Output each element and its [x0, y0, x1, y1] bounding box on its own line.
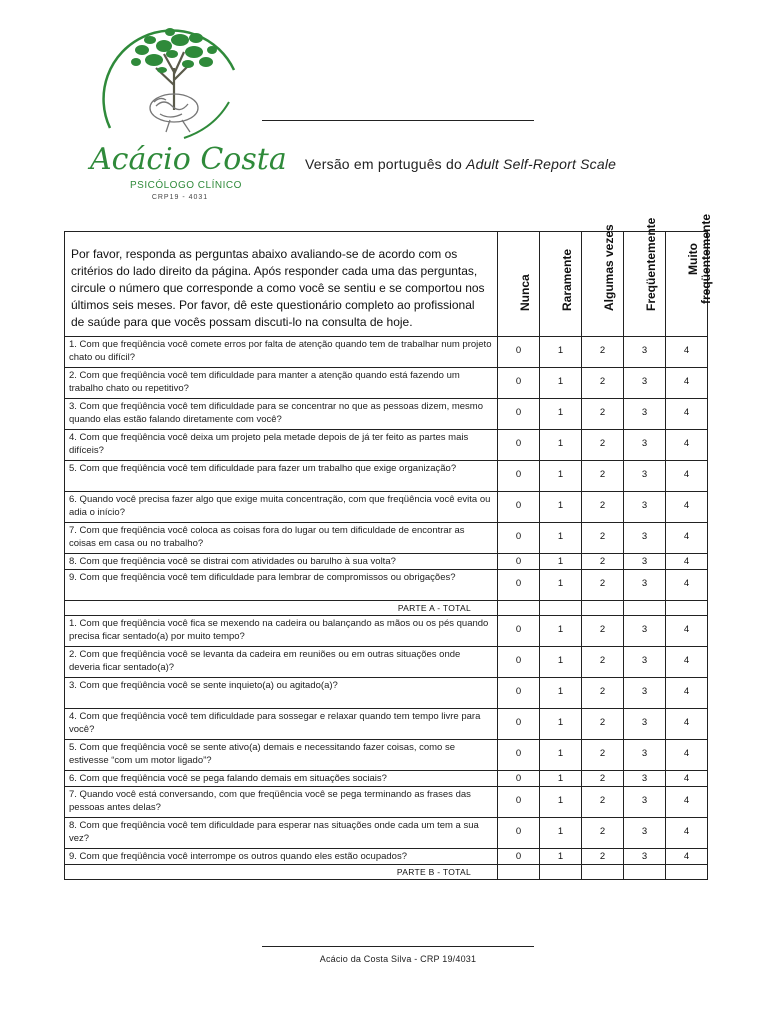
score-option[interactable]: 2 — [582, 787, 624, 818]
score-option[interactable]: 4 — [666, 818, 708, 849]
score-option[interactable]: 3 — [624, 368, 666, 399]
question-text: 3. Com que freqüência você se sente inquieto(a) ou agitado(a)? — [65, 678, 498, 709]
score-option[interactable]: 1 — [540, 616, 582, 647]
score-option[interactable]: 4 — [666, 709, 708, 740]
column-label-line: freqüentemente — [698, 213, 713, 304]
question-row — [65, 492, 708, 523]
score-option[interactable]: 3 — [624, 616, 666, 647]
total-cell[interactable] — [666, 865, 708, 880]
question-row — [65, 430, 708, 461]
question-text: 8. Com que freqüência você tem dificuldade para esperar nas situações onde cada um tem a sua vez? — [65, 818, 498, 849]
score-option[interactable]: 0 — [498, 399, 540, 430]
score-option[interactable]: 2 — [582, 740, 624, 771]
question-row — [65, 523, 708, 554]
score-option[interactable]: 3 — [624, 337, 666, 368]
top-divider — [262, 120, 534, 121]
score-option[interactable]: 3 — [624, 554, 666, 570]
score-option[interactable]: 2 — [582, 818, 624, 849]
score-option[interactable]: 3 — [624, 818, 666, 849]
score-option[interactable]: 2 — [582, 678, 624, 709]
score-option[interactable]: 0 — [498, 430, 540, 461]
total-row — [65, 601, 708, 616]
question-text: 4. Com que freqüência você tem dificuldade para sossegar e relaxar quando tem tempo livre para você? — [65, 709, 498, 740]
score-option[interactable]: 0 — [498, 461, 540, 492]
question-text: 4. Com que freqüência você deixa um projeto pela metade depois de já ter feito as partes mais difíceis? — [65, 430, 498, 461]
total-cell[interactable] — [624, 865, 666, 880]
total-label: PARTE A - TOTAL — [65, 601, 498, 616]
score-option[interactable]: 4 — [666, 461, 708, 492]
score-option[interactable]: 4 — [666, 616, 708, 647]
total-row — [65, 865, 708, 880]
score-option[interactable]: 0 — [498, 616, 540, 647]
score-option[interactable]: 0 — [498, 771, 540, 787]
score-option[interactable]: 1 — [540, 678, 582, 709]
score-option[interactable]: 1 — [540, 570, 582, 601]
score-option[interactable]: 4 — [666, 492, 708, 523]
column-label: Freqüentemente — [643, 217, 658, 311]
score-option[interactable]: 2 — [582, 461, 624, 492]
score-option[interactable]: 0 — [498, 849, 540, 865]
questionnaire-table — [64, 213, 713, 880]
score-option[interactable]: 0 — [498, 337, 540, 368]
score-option[interactable]: 4 — [666, 337, 708, 368]
score-option[interactable]: 4 — [666, 399, 708, 430]
score-option[interactable]: 2 — [582, 570, 624, 601]
score-option[interactable]: 4 — [666, 554, 708, 570]
column-header-often — [624, 217, 666, 337]
question-row — [65, 399, 708, 430]
total-cell[interactable] — [624, 601, 666, 616]
page-subtitle — [305, 156, 616, 172]
column-header-never — [498, 232, 540, 337]
score-option[interactable]: 3 — [624, 709, 666, 740]
score-option[interactable]: 0 — [498, 554, 540, 570]
score-option[interactable]: 1 — [540, 523, 582, 554]
tree-brain-logo-icon — [84, 10, 256, 150]
score-option[interactable]: 2 — [582, 523, 624, 554]
question-text: 9. Com que freqüência você tem dificuldade para lembrar de compromissos ou obrigações? — [65, 570, 498, 601]
question-row — [65, 554, 708, 570]
score-option[interactable]: 1 — [540, 368, 582, 399]
question-row — [65, 818, 708, 849]
score-option[interactable]: 1 — [540, 771, 582, 787]
score-option[interactable]: 3 — [624, 849, 666, 865]
score-option[interactable]: 4 — [666, 647, 708, 678]
score-option[interactable]: 1 — [540, 787, 582, 818]
question-text: 1. Com que freqüência você fica se mexendo na cadeira ou balançando as mãos ou os pés quando precisa ficar sentado(a) por muito tempo? — [65, 616, 498, 647]
score-option[interactable]: 1 — [540, 399, 582, 430]
score-option[interactable]: 2 — [582, 337, 624, 368]
column-header-sometimes — [582, 224, 624, 337]
subtitle-prefix: Versão em português do — [305, 156, 467, 172]
question-row — [65, 849, 708, 865]
score-option[interactable]: 1 — [540, 709, 582, 740]
total-cell[interactable] — [498, 865, 540, 880]
score-option[interactable]: 0 — [498, 570, 540, 601]
total-cell[interactable] — [540, 601, 582, 616]
question-row — [65, 740, 708, 771]
total-cell[interactable] — [498, 601, 540, 616]
score-option[interactable]: 1 — [540, 849, 582, 865]
total-cell[interactable] — [582, 865, 624, 880]
question-row — [65, 461, 708, 492]
footer-signature: Acácio da Costa Silva - CRP 19/4031 — [319, 954, 477, 964]
score-option[interactable]: 0 — [498, 368, 540, 399]
question-row — [65, 678, 708, 709]
signature-line — [262, 946, 534, 947]
score-option[interactable]: 3 — [624, 523, 666, 554]
score-option[interactable]: 4 — [666, 849, 708, 865]
score-option[interactable]: 1 — [540, 461, 582, 492]
score-option[interactable]: 4 — [666, 787, 708, 818]
question-text: 7. Com que freqüência você coloca as coisas fora do lugar ou tem dificuldade de encontrar as coisas em casa ou no trabalho? — [65, 523, 498, 554]
score-option[interactable]: 0 — [498, 678, 540, 709]
question-text: 6. Quando você precisa fazer algo que exige muita concentração, com que freqüência você evita ou adia o início? — [65, 492, 498, 523]
total-label: PARTE B - TOTAL — [65, 865, 498, 880]
score-option[interactable]: 1 — [540, 740, 582, 771]
score-option[interactable]: 1 — [540, 818, 582, 849]
score-option[interactable]: 2 — [582, 492, 624, 523]
score-option[interactable]: 0 — [498, 647, 540, 678]
logo-name: Acácio Costa — [90, 142, 287, 177]
clinic-logo — [84, 10, 287, 201]
score-option[interactable]: 1 — [540, 554, 582, 570]
column-label — [687, 214, 713, 304]
score-option[interactable]: 0 — [498, 740, 540, 771]
question-row — [65, 787, 708, 818]
score-option[interactable]: 2 — [582, 647, 624, 678]
logo-subtitle: PSICÓLOGO CLÍNICO — [130, 180, 242, 191]
question-row — [65, 368, 708, 399]
column-header-very-often — [666, 213, 713, 337]
score-option[interactable]: 4 — [666, 368, 708, 399]
score-option[interactable]: 4 — [666, 523, 708, 554]
total-cell[interactable] — [582, 601, 624, 616]
score-option[interactable]: 4 — [666, 678, 708, 709]
question-text: 5. Com que freqüência você se sente ativo(a) demais e necessitando fazer coisas, como se estivesse “com um motor ligado”? — [65, 740, 498, 771]
question-text: 9. Com que freqüência você interrompe os outros quando eles estão ocupados? — [65, 849, 498, 865]
score-option[interactable]: 3 — [624, 787, 666, 818]
score-option[interactable]: 4 — [666, 570, 708, 601]
score-option[interactable]: 3 — [624, 570, 666, 601]
question-text: 8. Com que freqüência você se distrai com atividades ou barulho à sua volta? — [65, 554, 498, 570]
question-text: 7. Quando você está conversando, com que freqüência você se pega terminando as frases das pessoas antes delas? — [65, 787, 498, 818]
score-option[interactable]: 2 — [582, 771, 624, 787]
score-option[interactable]: 4 — [666, 430, 708, 461]
score-option[interactable]: 3 — [624, 399, 666, 430]
question-row — [65, 570, 708, 601]
score-option[interactable]: 3 — [624, 492, 666, 523]
score-option[interactable]: 2 — [582, 709, 624, 740]
score-option[interactable]: 3 — [624, 461, 666, 492]
logo-crp: CRP19 - 4031 — [151, 194, 209, 201]
column-label: Algumas vezes — [601, 224, 616, 311]
score-option[interactable]: 2 — [582, 849, 624, 865]
question-row — [65, 771, 708, 787]
score-option[interactable]: 0 — [498, 709, 540, 740]
score-option[interactable]: 2 — [582, 616, 624, 647]
question-text: 1. Com que freqüência você comete erros por falta de atenção quando tem de trabalhar num projeto chato ou difícil? — [65, 337, 498, 368]
subtitle-scale-name: Adult Self-Report Scale — [466, 156, 617, 172]
score-option[interactable]: 1 — [540, 430, 582, 461]
question-row — [65, 337, 708, 368]
header-row — [65, 232, 708, 337]
score-option[interactable]: 4 — [666, 771, 708, 787]
score-option[interactable]: 3 — [624, 430, 666, 461]
question-row — [65, 647, 708, 678]
score-option[interactable]: 0 — [498, 523, 540, 554]
score-option[interactable]: 0 — [498, 818, 540, 849]
score-option[interactable]: 3 — [624, 647, 666, 678]
score-option[interactable]: 1 — [540, 337, 582, 368]
column-label-line: Muito — [685, 242, 700, 275]
score-option[interactable]: 3 — [624, 771, 666, 787]
score-option[interactable]: 2 — [582, 399, 624, 430]
question-text: 5. Com que freqüência você tem dificuldade para fazer um trabalho que exige organização? — [65, 461, 498, 492]
question-row — [65, 709, 708, 740]
column-header-rarely — [540, 232, 582, 337]
score-option[interactable]: 4 — [666, 740, 708, 771]
question-text: 2. Com que freqüência você tem dificuldade para manter a atenção quando está fazendo um trabalho chato ou repetitivo? — [65, 368, 498, 399]
score-option[interactable]: 3 — [624, 740, 666, 771]
score-option[interactable]: 3 — [624, 678, 666, 709]
score-option[interactable]: 0 — [498, 787, 540, 818]
score-option[interactable]: 2 — [582, 430, 624, 461]
column-label: Raramente — [559, 248, 574, 311]
question-text: 3. Com que freqüência você tem dificuldade para se concentrar no que as pessoas dizem, mesmo quando elas estão falando diretamente com você? — [65, 399, 498, 430]
score-option[interactable]: 2 — [582, 554, 624, 570]
total-cell[interactable] — [666, 601, 708, 616]
question-text: 2. Com que freqüência você se levanta da cadeira em reuniões ou em outras situações onde deveria ficar sentado(a)? — [65, 647, 498, 678]
score-option[interactable]: 1 — [540, 647, 582, 678]
instructions: Por favor, responda as perguntas abaixo avaliando-se de acordo com os critérios do lado direito da página. Após responder cada uma das perguntas, circule o número que corresponde a como você se sentiu e se comportou nos últimos seis meses. Por favor, dê este questionário completo ao profissional de saúde para que vocês possam discuti-lo na consulta de hoje. — [65, 232, 498, 337]
question-row — [65, 616, 708, 647]
score-option[interactable]: 0 — [498, 492, 540, 523]
score-option[interactable]: 2 — [582, 368, 624, 399]
total-cell[interactable] — [540, 865, 582, 880]
question-text: 6. Com que freqüência você se pega falando demais em situações sociais? — [65, 771, 498, 787]
column-label: Nunca — [517, 274, 532, 311]
score-option[interactable]: 1 — [540, 492, 582, 523]
